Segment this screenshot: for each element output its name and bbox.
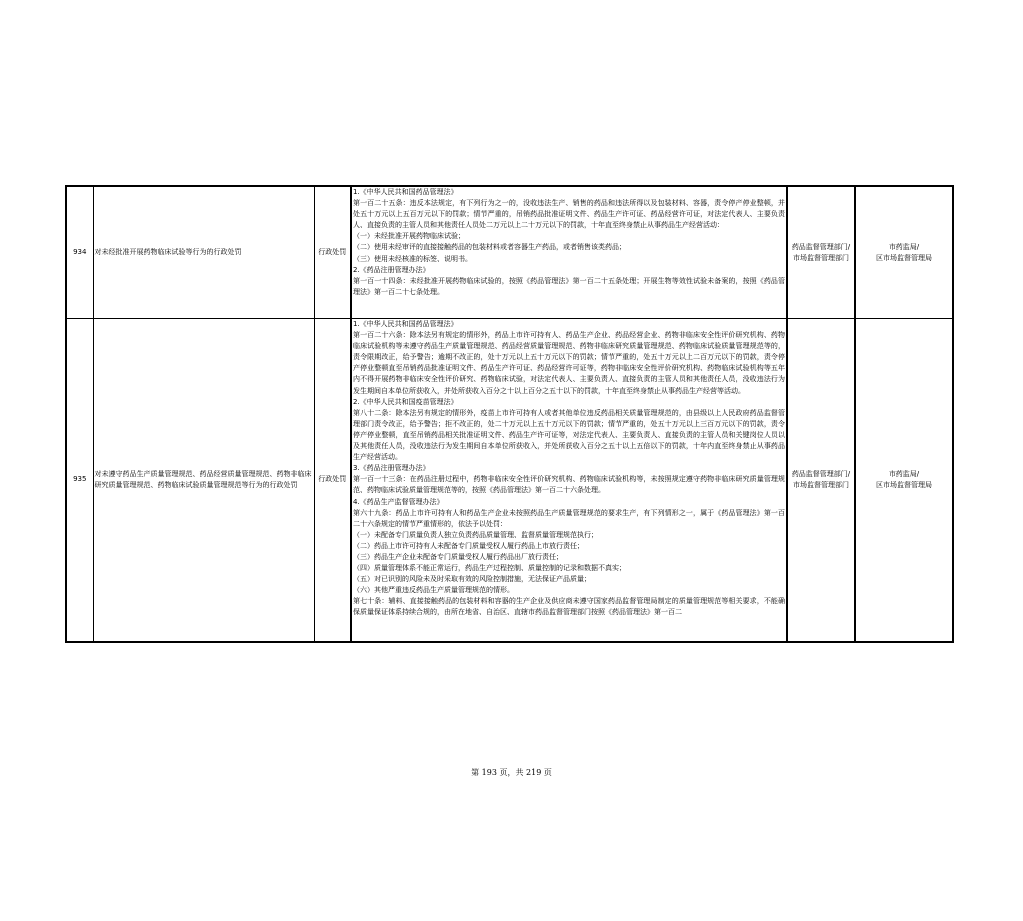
basis-paragraph: （一）未配备专门质量负责人独立负责药品质量管理、监督质量管理规范执行； — [353, 530, 598, 539]
basis-paragraph: （三）药品生产企业未配备专门质量受权人履行药品出厂放行责任； — [353, 552, 563, 561]
basis-paragraph: （六）其他严重违反药品生产质量管理规范的情形。 — [353, 586, 514, 595]
basis-paragraph: 第七十条：辅料、直接接触药品的包装材料和容器的生产企业及供应商未遵守国家药品监督管理局制定的质量管理规范等相关要求，不能确保质量保证体系持续合规的，由所在地省、自治区、直辖市药品监督管理部门按照《药品管理法》第一百二 — [353, 597, 785, 617]
item-name: 对未遵守药品生产质量管理规范、药品经营质量管理规范、药物非临床研究质量管理规范、药物临床试验质量管理规范等行为的行政处罚 — [93, 319, 314, 643]
basis-paragraph: 第八十二条：除本法另有规定的情形外，疫苗上市许可持有人或者其他单位违反药品相关质量管理规范的，由县级以上人民政府药品监督管理部门责令改正，给予警告；拒不改正的，处二十万元以上五十万元以下的罚款；情节严重的，处五十万元以上三百万元以下的罚款，责令停产停业整顿，直至吊销药品相关批准证明文件、药品生产许可证等，对法定代表人、主要负责人、直接负责的主管人员和关键岗位人员以及其他责任人员，没收违法行为发生期间自本单位所获收入，并处所获收入百分之五十以上五倍以下的罚款，十年内直至终身禁止从事药品生产经营活动。 — [353, 408, 785, 462]
legal-basis — [351, 319, 787, 643]
page-footer: 第 193 页，共 219 页 — [471, 768, 552, 777]
department-line: 药品监督管理部门/ — [791, 470, 851, 478]
level-line: 区市场监督管理局 — [876, 253, 932, 262]
item-name: 对未经批准开展药物临床试验等行为的行政处罚 — [93, 186, 314, 319]
basis-paragraph: （一）未经批准开展药物临床试验； — [353, 232, 465, 241]
basis-paragraph: 第一百二十六条：除本法另有规定的情形外，药品上市许可持有人、药品生产企业、药品经营企业、药物非临床安全性评价研究机构、药物临床试验机构等未遵守药品生产质量管理规范、药品经营质量管理规范、药物非临床研究质量管理规范、药物临床试验质量管理规范等的，责令限期改正，给予警告；逾期不改正的，处十万元以上五十万元以下的罚款；情节严重的，处五十万元以上二百万元以下的罚款，责令停产停业整顿直至吊销药品批准证明文件、药品生产许可证、药品经营许可证等，药物非临床安全性评价研究机构、药物临床试验机构等五年内不得开展药物非临床安全性评价研究、药物临床试验，对法定代表人、主要负责人、直接负责的主管人员和其他责任人员，没收违法行为发生期间自本单位所获收入，并处所获收入百分之十以上百分之五十以下的罚款，十年直至终身禁止从事药品生产经营等活动。 — [353, 331, 785, 395]
level-line: 市药监局/ — [888, 242, 920, 251]
row-number: 934 — [66, 186, 93, 319]
table-row — [66, 319, 953, 643]
basis-paragraph: （三）使用未经核准的标签、说明书。 — [353, 254, 472, 263]
table-row — [66, 186, 953, 319]
basis-paragraph: 1.《中华人民共和国药品管理法》 — [353, 320, 458, 328]
regulation-table — [65, 185, 954, 643]
basis-paragraph: 第六十九条：药品上市许可持有人和药品生产企业未按照药品生产质量管理规范的要求生产，有下列情形之一，属于《药品管理法》第一百二十六条规定的情节严重情形的，依法予以处罚： — [353, 508, 785, 528]
enforcement-level — [855, 186, 953, 319]
item-category: 行政处罚 — [314, 186, 351, 319]
basis-paragraph: 2.《中华人民共和国疫苗管理法》 — [353, 397, 458, 406]
enforcement-level — [855, 319, 953, 643]
responsible-department — [787, 186, 855, 319]
basis-paragraph: 3.《药品注册管理办法》 — [353, 464, 430, 473]
department-line: 药品监督管理部门/ — [791, 242, 851, 251]
basis-paragraph: 2.《药品注册管理办法》 — [353, 265, 430, 274]
item-category: 行政处罚 — [314, 319, 351, 643]
basis-paragraph: （二）使用未经审评的直接接触药品的包装材料或者容器生产药品，或者销售该类药品； — [353, 243, 626, 252]
basis-paragraph: 第一百一十四条：未经批准开展药物临床试验的，按照《药品管理法》第一百二十五条处理；开展生物等效性试验未备案的，按照《药品管理法》第一百二十七条处理。 — [353, 276, 785, 296]
basis-paragraph: 第一百一十三条：在药品注册过程中，药物非临床安全性评价研究机构、药物临床试验机构等，未按照规定遵守药物非临床研究质量管理规范、药物临床试验质量管理规范等的，按照《药品管理法》第一百二十六条处理。 — [353, 475, 785, 495]
responsible-department — [787, 319, 855, 643]
basis-paragraph: 4.《药品生产监督管理办法》 — [353, 497, 444, 506]
basis-paragraph: （五）对已识别的风险未及时采取有效的风险控制措施，无法保证产品质量； — [353, 575, 591, 584]
basis-paragraph: （四）质量管理体系不能正常运行，药品生产过程控制、质量控制的记录和数据不真实； — [353, 564, 626, 573]
row-number: 935 — [66, 319, 93, 643]
basis-paragraph: （二）药品上市许可持有人未配备专门质量受权人履行药品上市放行责任； — [353, 541, 584, 550]
basis-paragraph: 1.《中华人民共和国药品管理法》 — [353, 188, 458, 196]
department-line: 市场监督管理部门 — [793, 481, 849, 489]
level-line: 区市场监督管理局 — [876, 481, 932, 489]
legal-basis — [351, 186, 787, 319]
department-line: 市场监督管理部门 — [793, 253, 849, 262]
level-line: 市药监局/ — [888, 470, 920, 478]
basis-paragraph: 第一百二十五条：违反本法规定，有下列行为之一的，没收违法生产、销售的药品和违法所得以及包装材料、容器，责令停产停业整顿，并处五十万元以上五百万元以下的罚款；情节严重的，吊销药品批准证明文件、药品生产许可证、药品经营许可证，对法定代表人、主要负责人、直接负责的主管人员和其他责任人员处二万元以上二十万元以下的罚款，十年直至终身禁止从事药品生产经营活动： — [353, 199, 785, 230]
